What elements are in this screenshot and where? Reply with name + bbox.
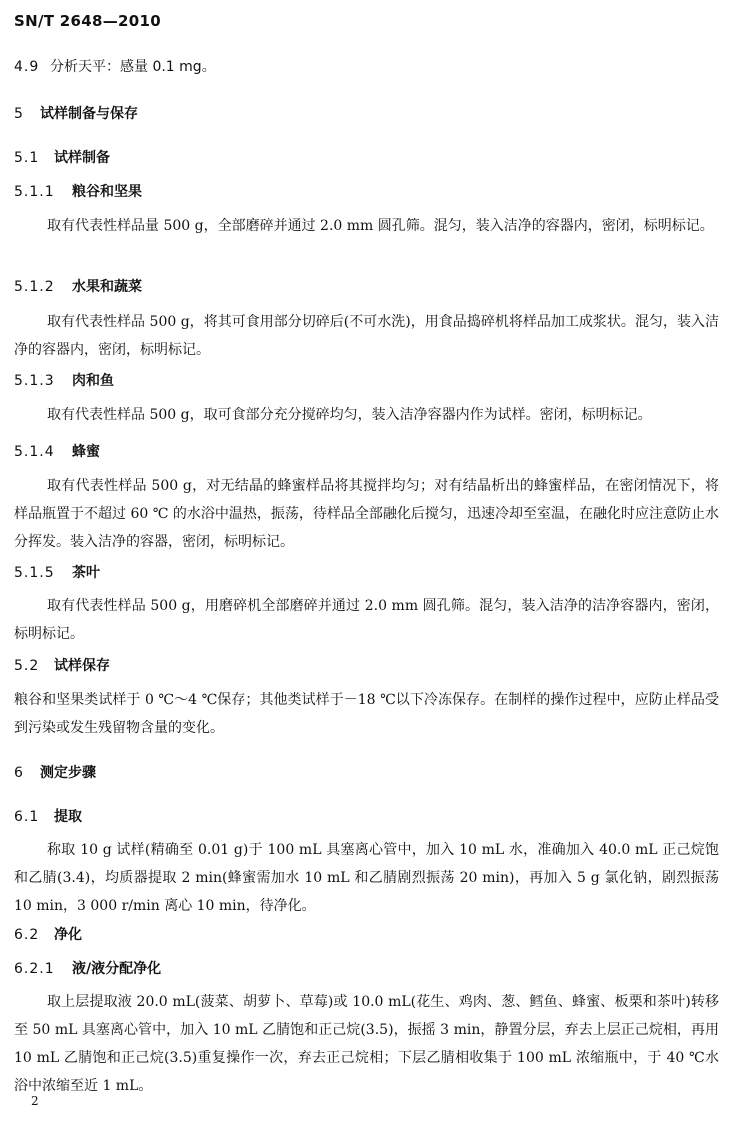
paragraph-grain-nuts: 取有代表性样品量 500 g，全部磨碎并通过 2.0 mm 圆孔筛。混匀，装入洁净的容器内，密闭，标明标记。 (47, 218, 714, 234)
section-number: 5.1.2 (14, 279, 55, 295)
section-number: 6.2.1 (14, 961, 55, 977)
section-title: 测定步骤 (40, 765, 96, 781)
section-heading-5-1-1 (14, 182, 142, 202)
section-number: 5.1.3 (14, 373, 55, 389)
section-heading-6-1 (14, 807, 82, 827)
section-title: 试样保存 (54, 658, 110, 674)
section-number: 5.1.4 (14, 444, 55, 460)
section-heading-6-2-1 (14, 959, 161, 979)
section-heading-5-2 (14, 656, 110, 676)
paragraph-fruit-vegetables: 取有代表性样品 500 g，将其可食用部分切碎后(不可水洗)，用食品捣碎机将样品加工成浆状。混匀，装入洁净的容器内，密闭，标明标记。 (14, 314, 719, 358)
standard-code: SN/T 2648—2010 (14, 12, 161, 30)
section-number: 5.1 (14, 150, 40, 166)
section-heading-5-1-2 (14, 277, 142, 297)
section-title: 试样制备与保存 (40, 106, 138, 122)
page-number: 2 (31, 1094, 39, 1108)
section-heading-5-1-5 (14, 563, 100, 583)
section-heading-5 (14, 104, 138, 124)
section-title: 蜂蜜 (72, 444, 100, 460)
section-title: 试样制备 (54, 150, 110, 166)
clause-number: 4.9 (14, 59, 40, 75)
section-number: 6.2 (14, 927, 40, 943)
section-heading-6-2 (14, 925, 82, 945)
section-title: 提取 (54, 809, 82, 825)
clause-text: 分析天平：感量 0.1 mg。 (50, 59, 216, 75)
section-title: 茶叶 (72, 565, 100, 581)
section-title: 净化 (54, 927, 82, 943)
section-title: 水果和蔬菜 (72, 279, 142, 295)
section-number: 5 (14, 106, 24, 122)
paragraph-tea: 取有代表性样品 500 g，用磨碎机全部磨碎并通过 2.0 mm 圆孔筛。混匀，装入洁净的洁净容器内，密闭，标明标记。 (14, 598, 719, 642)
section-heading-5-1-4 (14, 442, 100, 462)
clause-4-9 (14, 57, 216, 77)
paragraph-honey: 取有代表性样品 500 g，对无结晶的蜂蜜样品将其搅拌均匀；对有结晶析出的蜂蜜样品，在密闭情况下，将样品瓶置于不超过 60 ℃ 的水浴中温热，振荡，待样品全部融化后搅匀，迅速冷却至室温，在融化时应注意防止水分挥发。装入洁净的容器，密闭，标明标记。 (14, 478, 719, 550)
paragraph-liquid-partition: 取上层提取液 20.0 mL(菠菜、胡萝卜、草莓)或 10.0 mL(花生、鸡肉、葱、鳕鱼、蜂蜜、板栗和茶叶)转移至 50 mL 具塞离心管中，加入 10 mL 乙腈饱和正己烷(3.5)，振摇 3 min，静置分层，弃去上层正己烷相，再用 10 mL 乙腈饱和正己烷(3.5)重复操作一次，弃去正己烷相；下层乙腈相收集于 100 mL 浓缩瓶中，于 40 ℃水浴中浓缩至近 1 mL。 (14, 994, 719, 1094)
paragraph-extraction: 称取 10 g 试样(精确至 0.01 g)于 100 mL 具塞离心管中，加入 10 mL 水，准确加入 40.0 mL 正己烷饱和乙腈(3.4)，均质器提取 2 min(蜂蜜需加水 10 mL 和乙腈剧烈振荡 20 min)，再加入 5 g 氯化钠，剧烈振荡 10 min，3 000 r/min 离心 10 min，待净化。 (14, 842, 719, 914)
section-number: 5.2 (14, 658, 40, 674)
paragraph-meat-fish: 取有代表性样品 500 g，取可食部分充分搅碎均匀，装入洁净容器内作为试样。密闭，标明标记。 (47, 407, 652, 423)
section-number: 6 (14, 765, 24, 781)
section-heading-5-1-3 (14, 371, 114, 391)
section-number: 6.1 (14, 809, 40, 825)
paragraph-sample-storage: 粮谷和坚果类试样于 0 ℃～4 ℃保存；其他类试样于－18 ℃以下冷冻保存。在制样的操作过程中，应防止样品受到污染或发生残留物含量的变化。 (14, 692, 719, 736)
section-title: 液/液分配净化 (72, 961, 162, 977)
section-title: 肉和鱼 (72, 373, 114, 389)
section-heading-6 (14, 763, 96, 783)
section-heading-5-1 (14, 148, 110, 168)
section-number: 5.1.5 (14, 565, 55, 581)
section-title: 粮谷和坚果 (72, 184, 142, 200)
section-number: 5.1.1 (14, 184, 55, 200)
